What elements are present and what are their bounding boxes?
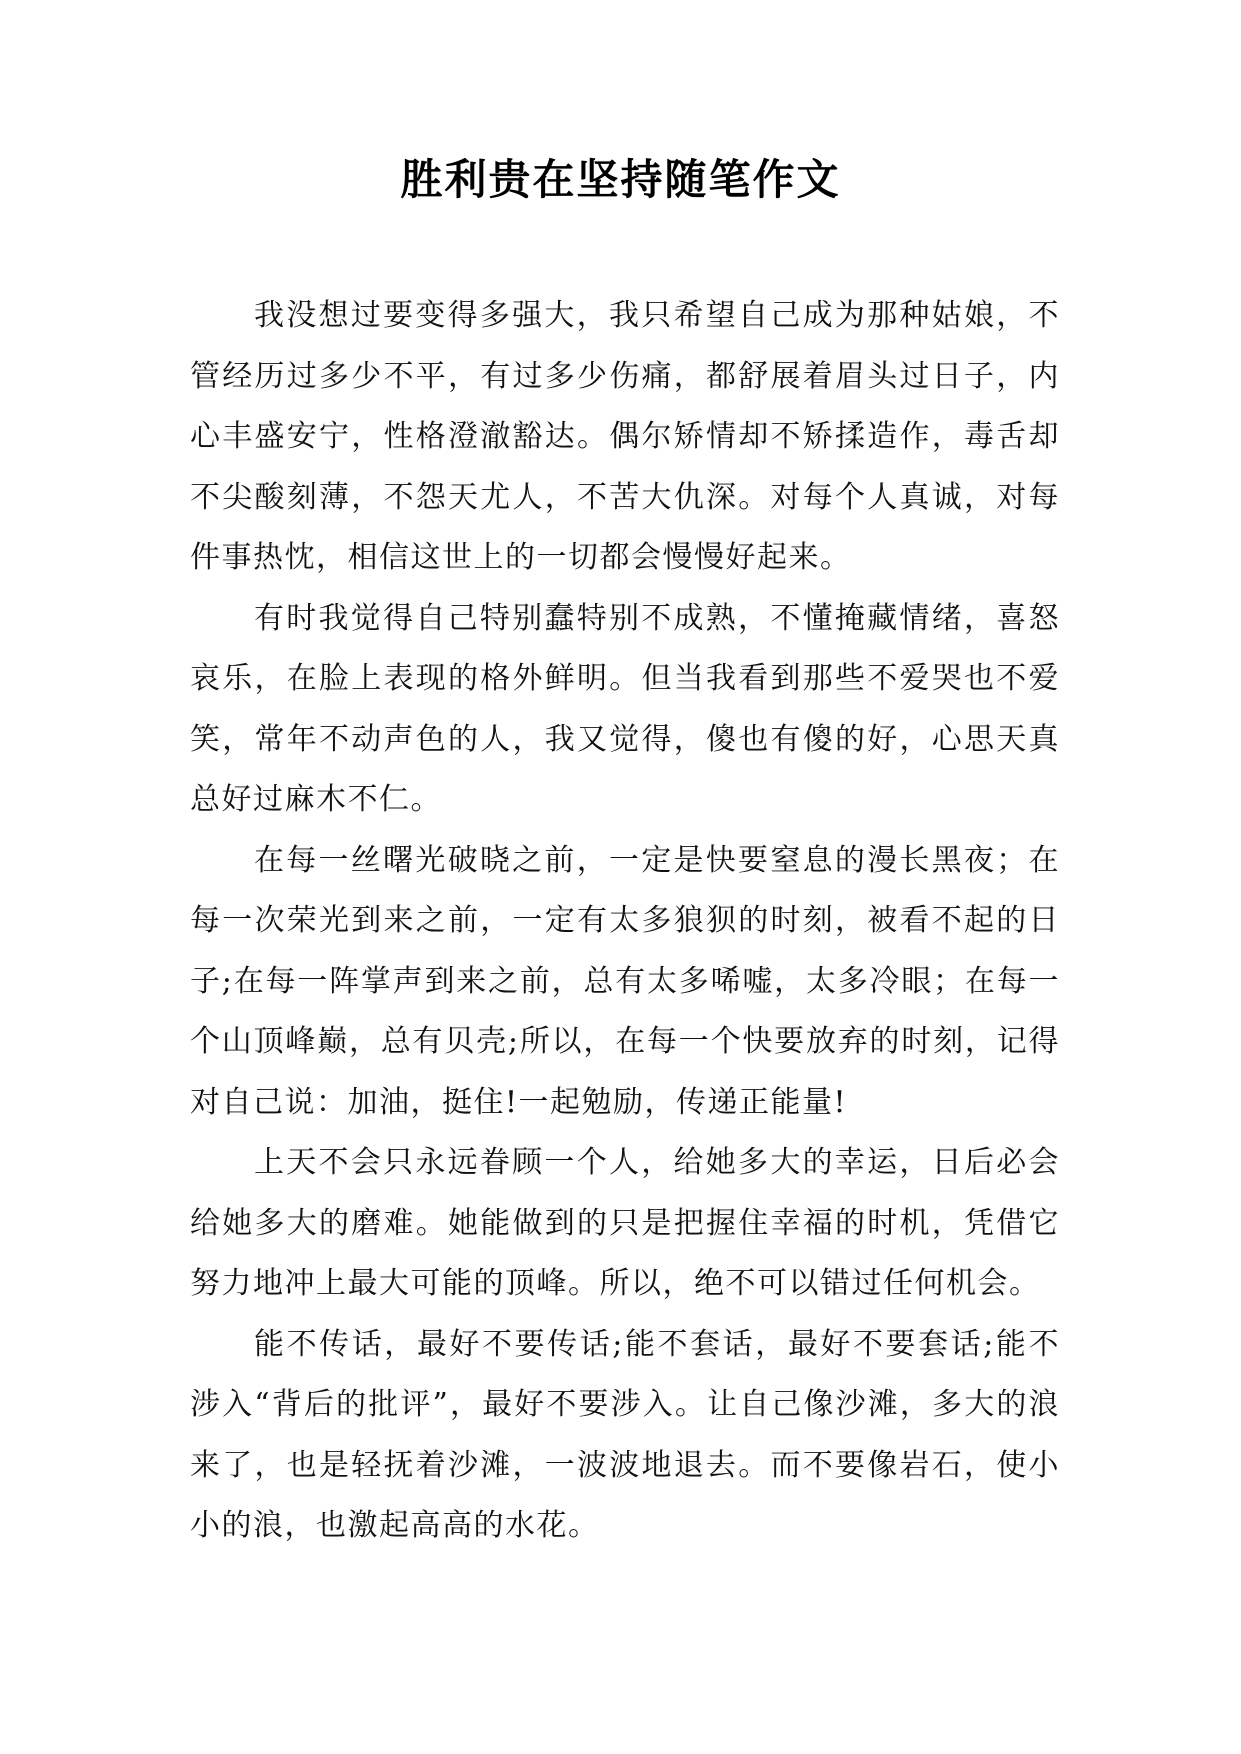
paragraph: 在每一丝曙光破晓之前，一定是快要窒息的漫长黑夜；在每一次荣光到来之前，一定有太多狼狈的时刻，被看不起的日子;在每一阵掌声到来之前，总有太多唏嘘，太多冷眼；在每一个山顶峰巅，总有贝壳;所以，在每一个快要放弃的时刻，记得对自己说：加油，挺住!一起勉励，传递正能量! bbox=[190, 842, 1060, 1120]
paragraph: 我没想过要变得多强大，我只希望自己成为那种姑娘，不管经历过多少不平，有过多少伤痛，都舒展着眉头过日子，内心丰盛安宁，性格澄澈豁达。偶尔矫情却不矫揉造作，毒舌却不尖酸刻薄，不怨天尤人，不苦大仇深。对每个人真诚，对每件事热忱，相信这世上的一切都会慢慢好起来。 bbox=[190, 298, 1060, 575]
paragraph: 能不传话，最好不要传话;能不套话，最好不要套话;能不涉入“背后的批评”，最好不要涉入。让自己像沙滩，多大的浪来了，也是轻抚着沙滩，一波波地退去。而不要像岩石，使小小的浪，也激起高高的水花。 bbox=[190, 1326, 1060, 1543]
paragraph: 上天不会只永远眷顾一个人，给她多大的幸运，日后必会给她多大的磨难。她能做到的只是把握住幸福的时机，凭借它努力地冲上最大可能的顶峰。所以，绝不可以错过任何机会。 bbox=[190, 1145, 1060, 1301]
document-title: 胜利贵在坚持随笔作文 bbox=[400, 155, 841, 204]
paragraph: 有时我觉得自己特别蠢特别不成熟，不懂掩藏情绪，喜怒哀乐，在脸上表现的格外鲜明。但当我看到那些不爱哭也不爱笑，常年不动声色的人，我又觉得，傻也有傻的好，心思天真总好过麻木不仁。 bbox=[190, 600, 1060, 817]
document-body bbox=[190, 286, 1060, 1557]
